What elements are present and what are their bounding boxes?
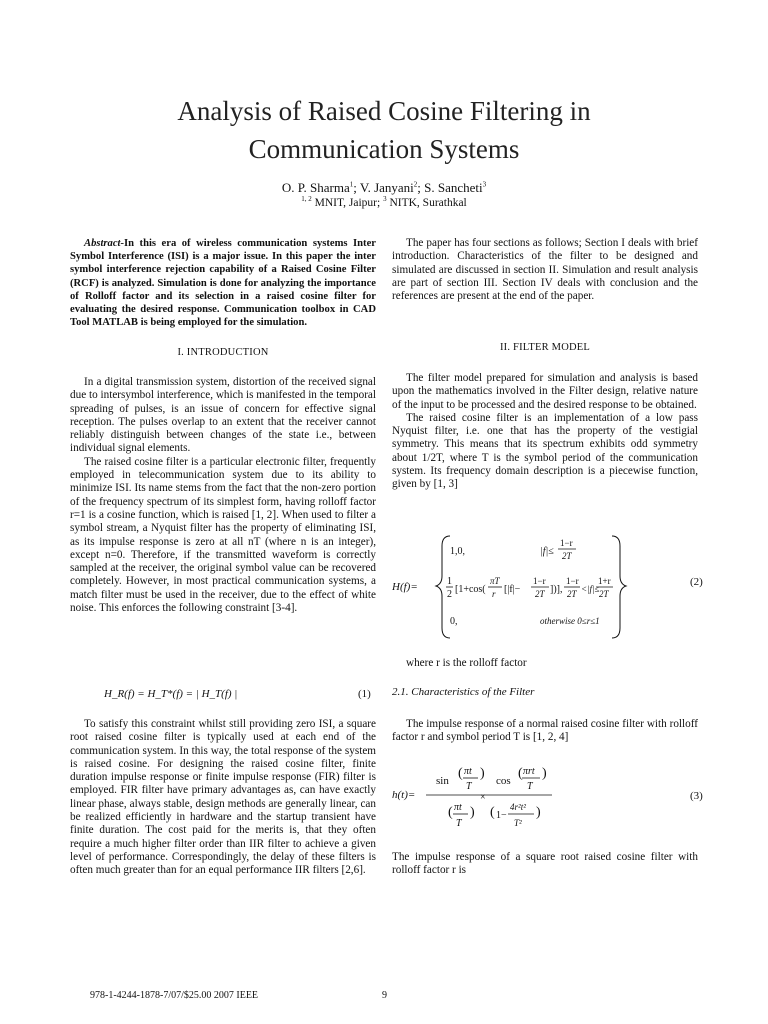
svg-text:2T: 2T	[562, 551, 572, 561]
svg-text:otherwise 0≤r≤1: otherwise 0≤r≤1	[540, 616, 600, 626]
svg-text:): )	[470, 805, 475, 820]
affiliation	[0, 197, 768, 209]
footer-isbn: 978-1-4244-1878-7/07/$25.00 2007 IEEE	[90, 990, 259, 1001]
filter-model-heading: II. FILTER MODEL	[499, 342, 590, 353]
svg-text:4r²t²: 4r²t²	[510, 802, 526, 812]
impulse-response-text	[392, 718, 698, 745]
author-2: ; V. Janyani	[353, 180, 414, 195]
equation-2	[392, 532, 712, 644]
author-3: ; S. Sancheti	[417, 180, 483, 195]
filter-model-paragraph-2: The raised cosine filter is an implementation of a low pass Nyquist filter, i.e. one that has the property of the vestigial symmetry. This means that its spectrum exhibits odd symmetry about 1/2T, where T is the symbol period of the communication system. Its frequency domain description is a piecewise function, given by [1, 3]	[392, 411, 698, 491]
affil-inst-3: NITK, Surathkal	[386, 197, 467, 209]
subsection-heading: 2.1. Characteristics of the Filter	[392, 686, 535, 698]
author-1-sup: 1	[349, 180, 354, 189]
affil-sup-3: 3	[383, 195, 387, 204]
svg-text:H(f)=: H(f)=	[392, 581, 418, 593]
sqrt-rc-text	[392, 851, 698, 878]
svg-text:1: 1	[447, 576, 452, 587]
intro-body	[70, 376, 376, 615]
author-list	[0, 180, 768, 196]
svg-text:(: (	[518, 766, 523, 781]
author-2-sup: 2	[413, 180, 418, 189]
svg-text:T: T	[527, 781, 533, 792]
svg-text:0,: 0,	[450, 616, 458, 627]
intro-paragraph-1: In a digital transmission system, distortion of the received signal due to intersymbol interference, which is manifested in the temporal spreading of pulses, is an issue of concern for effective signal reception. The pulses overlap to an extent that the receiver cannot reliably distinguish between changes of the state i.e., between individual signal elements.	[70, 376, 376, 455]
equation-3-number: (3)	[690, 790, 703, 802]
subsection-2-1	[392, 686, 698, 699]
filter-model-body	[392, 372, 698, 492]
svg-text:2T: 2T	[567, 589, 577, 599]
svg-text:])],: ])],	[550, 584, 563, 595]
abstract-text: In this era of wireless communication systems Inter Symbol Interference (ISI) is a major issue. In this paper the inter symbol interference rejection capability of a Raised Cosine Filter (RCF) is analyzed. Simulation is done for analyzing the importance of Rolloff factor and its selection in a raised cosine filter for evaluating the desired response. Communication toolbox in CAD Tool MATLAB is being employed for the simulation.	[70, 238, 376, 329]
intro-body-cont	[70, 718, 376, 878]
svg-text:1,0,: 1,0,	[450, 546, 465, 557]
svg-text:2T: 2T	[535, 589, 545, 599]
filter-model-paragraph-1: The filter model prepared for simulation and analysis is based upon the mathematics involved in the Filter design, relative nature of the input to be processed and the desired response to be obtained.	[392, 372, 698, 411]
intro-heading: I. INTRODUCTION	[177, 347, 269, 358]
svg-text:(: (	[490, 805, 495, 820]
intro-paragraph-3: To satisfy this constraint whilst still providing zero ISI, a square root raised cosine filter is typically used at each end of the communication system. In this way, the total response of the system is raised cosine. For designing the raised cosine filter, finite duration impulse response or finite impulse response (FIR) filter is employed. FIR filter have primary advantages as, can have exactly linear phase, always stable, design methods are generally linear, can be realized efficiently in hardware and the startup transient have finite duration. The cost paid for the merits is, that they often require a much higher filter order than IIR filter to achieve a given level of performance. Correspondingly, the delay of these filters is often much greater than for an equal performance IIR filters [2,6].	[70, 718, 376, 877]
svg-text:h(t)=: h(t)=	[392, 789, 416, 801]
svg-text:T²: T²	[514, 818, 522, 828]
svg-text:T: T	[456, 818, 462, 829]
svg-text:πt: πt	[454, 802, 462, 813]
section-overview	[392, 237, 698, 303]
svg-text:|f|≤: |f|≤	[540, 546, 554, 557]
page-number: 9	[382, 990, 387, 1001]
affil-sup-12: 1, 2	[301, 195, 312, 204]
equation-1: H_R(f) = H_T*(f) = | H_T(f) |	[104, 688, 238, 700]
equation-2-note	[392, 657, 698, 670]
svg-text:×: ×	[480, 792, 486, 803]
abstract-paragraph	[70, 237, 376, 329]
equation-3	[392, 758, 712, 832]
svg-text:1−r: 1−r	[533, 576, 546, 586]
svg-text:(: (	[458, 766, 463, 781]
svg-text:<|f|≤: <|f|≤	[581, 584, 600, 594]
abstract	[70, 237, 376, 329]
svg-text:): )	[542, 766, 547, 781]
abstract-lead: Abstract-	[84, 238, 125, 249]
author-3-sup: 3	[482, 180, 487, 189]
svg-text:[|f|−: [|f|−	[504, 584, 521, 595]
svg-text:r: r	[492, 589, 496, 599]
svg-text:(: (	[448, 805, 453, 820]
svg-text:sin: sin	[436, 775, 449, 787]
section-heading-filter-model	[392, 341, 698, 354]
affil-inst-12: MNIT, Jaipur;	[311, 197, 384, 209]
equation-1-number: (1)	[358, 688, 371, 700]
title-line-1: Analysis of Raised Cosine Filtering in	[177, 96, 591, 126]
svg-text:): )	[480, 766, 485, 781]
svg-text:cos: cos	[496, 775, 511, 787]
impulse-paragraph: The impulse response of a normal raised cosine filter with rolloff factor r and symbol period T is [1, 2, 4]	[392, 718, 698, 744]
title-line-2: Communication Systems	[248, 134, 520, 164]
author-1: O. P. Sharma	[281, 180, 350, 195]
svg-text:1−r: 1−r	[560, 538, 573, 548]
paper-title	[0, 92, 768, 168]
svg-text:πT: πT	[490, 576, 500, 586]
svg-text:1−r: 1−r	[566, 576, 579, 586]
svg-text:2: 2	[447, 589, 452, 600]
svg-text:2T: 2T	[599, 589, 609, 599]
section-heading-intro	[70, 346, 376, 359]
svg-text:): )	[536, 805, 541, 820]
svg-text:T: T	[466, 781, 472, 792]
overview-paragraph: The paper has four sections as follows; Section I deals with brief introduction. Characteristics of the filter to be designed and simulated are discussed in section II. Simulation and result analysis are part of section III. Section IV deals with conclusion and the references are present at the end of the paper.	[392, 237, 698, 303]
sqrt-rc-paragraph: The impulse response of a square root raised cosine filter with rolloff factor r is	[392, 851, 698, 877]
svg-text:[1+cos(: [1+cos(	[455, 584, 486, 595]
intro-paragraph-2: The raised cosine filter is a particular electronic filter, frequently employed in telecommunication system due to its ability to minimize ISI. Its name stems from the fact that the non-zero portion of the frequency spectrum of its simplest form, having rolloff factor r=1 is a cosine function, which is raised [1, 2]. When used to filter a symbol stream, a Nyquist filter has the property of eliminating ISI, as its impulse response is zero at all nT (where n is an integer), except n=0. Therefore, if the transmitted waveform is correctly sampled at the receiver, the original symbol value can be recovered completely. However, in most practical communication systems, a match filter must be used in the receiver, due to the effect of white noise. This enforces the following constraint [3-4].	[70, 455, 376, 615]
rolloff-note: where r is the rolloff factor	[406, 657, 527, 669]
svg-text:πt: πt	[464, 766, 472, 777]
svg-text:1+r: 1+r	[598, 576, 611, 586]
equation-2-number: (2)	[690, 576, 703, 588]
svg-text:πrt: πrt	[523, 766, 535, 777]
svg-text:1−: 1−	[496, 810, 507, 821]
